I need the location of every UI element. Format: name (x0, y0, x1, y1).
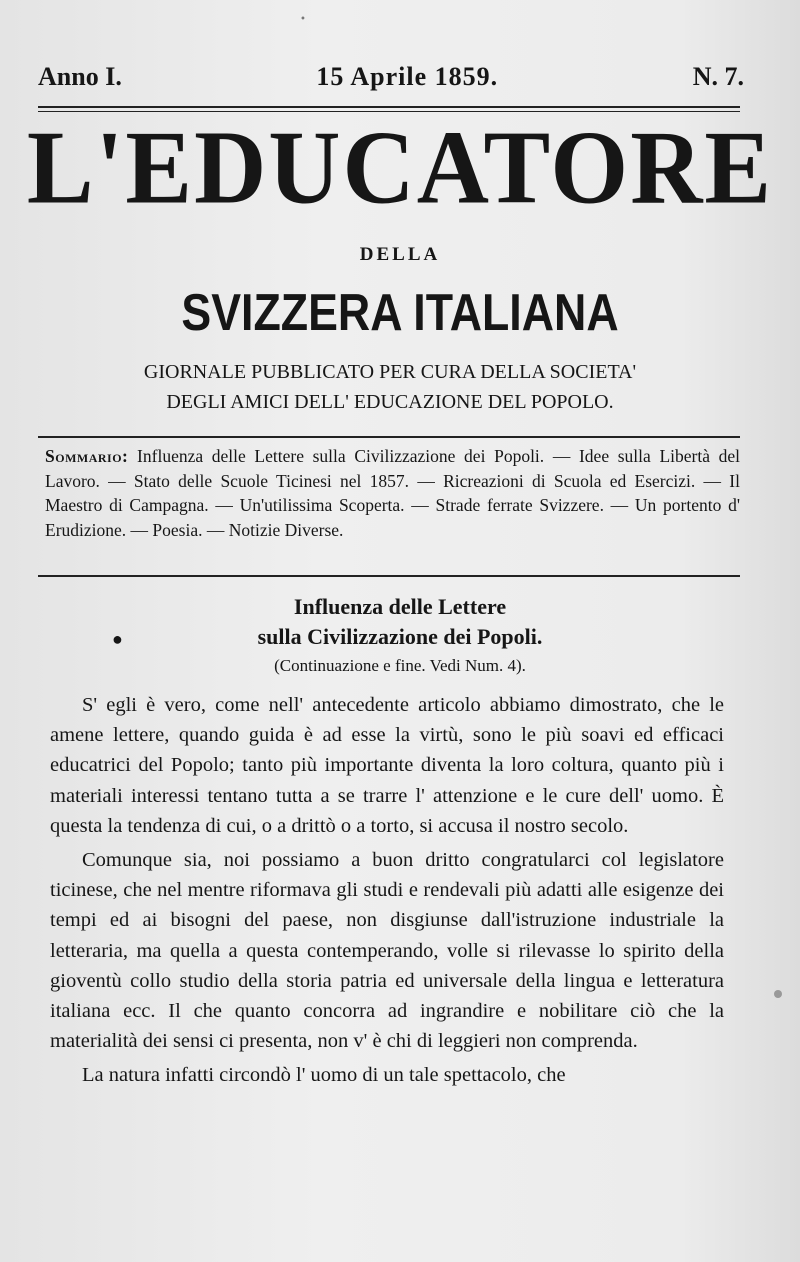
article-title (0, 592, 800, 652)
article-note: (Continuazione e fine. Vedi Num. 4). (274, 656, 526, 675)
print-speck: • (300, 14, 306, 25)
summary-label: Sommario: (45, 446, 129, 466)
masthead-title: L'EDUCATORE (26, 109, 774, 226)
bullet-mark: ● (112, 629, 123, 649)
publisher-line-1: GIORNALE PUBBLICATO PER CURA DELLA SOCIETA' (143, 361, 637, 383)
summary-bottom-rule (38, 575, 740, 577)
summary-text: Influenza delle Lettere sulla Civilizzazione dei Popoli. — Idee sulla Libertà del Lavoro. — Stato delle Scuole Ticinesi nel 1857. — Ricreazioni di Scuola ed Esercizi. — Il Maestro di Campagna. — Un'utilissima Scoperta. — Strade ferrate Svizzere. — Un portento d' Erudizione. — Poesia. — Notizie Diverse. (45, 446, 740, 540)
publisher-line-2: DEGLI AMICI DELL' EDUCAZIONE DEL POPOLO. (166, 391, 614, 413)
issue-header (38, 62, 744, 92)
article-paragraph: S' egli è vero, come nell' antecedente articolo abbiamo dimostrato, che le amene lettere, quando guida è ad esse la virtù, sono le più soavi ed efficaci educatrici del Popolo; tanto più importante diventa la loro coltura, quanto più i materiali interessi tentano tutta a se trarre l' attenzione e le cure dell' uomo. È questa la tendenza di cui, o a drittò o a torto, si accusa il nostro secolo. (50, 694, 724, 837)
article-paragraph: La natura infatti circondò l' uomo di un tale spettacolo, che (82, 1064, 566, 1087)
article-title-line-1: Influenza delle Lettere (293, 594, 507, 619)
masthead-della: DELLA (359, 244, 441, 265)
article-body (50, 690, 724, 1095)
header-rule (38, 106, 740, 108)
issue-number: N. 7. (692, 62, 744, 91)
article-paragraph: Comunque sia, noi possiamo a buon dritto congratularci col legislatore ticinese, che nel mentre riformava gli studi e rendevali più adatti alle esigenze dei tempi ed ai bisogni del paese, non disgiunse dall'istruzione industriale la letteraria, ma quella a questa contemperando, volle si rilevasse lo spirito della gioventù collo studio della storia patria ed universale della lingua e letteratura italiana ecc. Il che quanto concorra ad ingrandire e nobilitare ciò che la materialità dei sensi ci presenta, non v' è chi di leggieri non comprenda. (50, 849, 724, 1053)
publisher-note (70, 357, 710, 417)
masthead-subtitle: SVIZZERA ITALIANA (181, 284, 619, 342)
issue-year: Anno I. (38, 62, 122, 91)
summary-block (45, 444, 740, 542)
margin-speck (774, 990, 782, 998)
summary-top-rule (38, 436, 740, 438)
issue-date: 15 Aprile 1859. (316, 62, 499, 91)
article-title-line-2: sulla Civilizzazione dei Popoli. (257, 624, 543, 649)
